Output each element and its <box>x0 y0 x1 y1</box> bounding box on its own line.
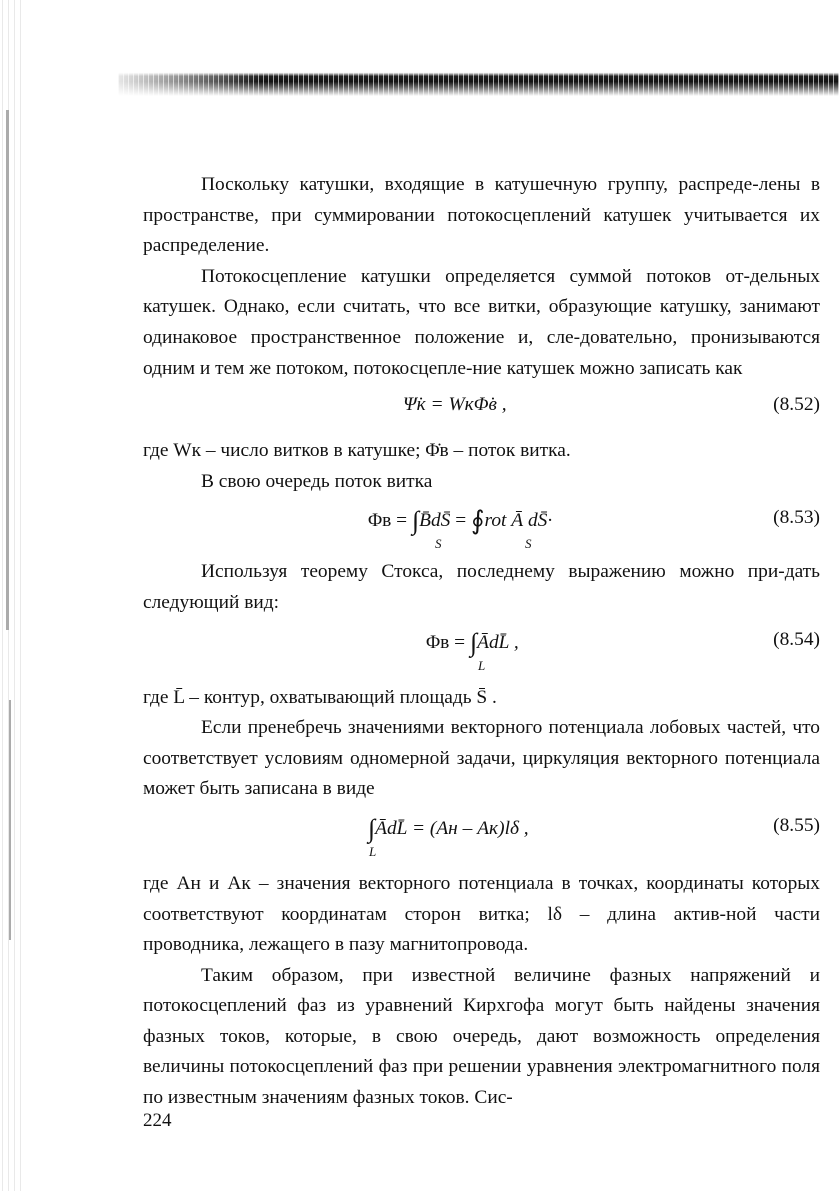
equation-8-53-term1: B̄dS̄ <box>419 510 451 532</box>
equation-8-53-equals: = <box>450 510 471 532</box>
equation-8-54-term: ĀdL̄ , <box>477 631 519 653</box>
equation-8-55-formula <box>368 811 529 845</box>
scan-top-artifact <box>118 60 839 96</box>
equation-8-53-limit-2: S <box>525 536 532 552</box>
equation-8-55-number: (8.55) <box>773 814 820 836</box>
paragraph-8: где Aн и Aк – значения векторного потенциала в точках, координаты которых соответствуют координатам сторон витка; lδ – длина актив-ной части проводника, лежащего в пазу магнитопровода. <box>143 872 820 956</box>
equation-8-52-formula: Ψ̇к = WкΦ̇в , <box>403 394 507 416</box>
equation-8-52 <box>143 390 820 434</box>
scan-edge-artifact <box>0 0 22 1191</box>
paragraph-5: Используя теорему Стокса, последнему выражению можно при-дать следующий вид: <box>143 561 820 613</box>
equation-8-54-number: (8.54) <box>773 628 820 650</box>
equation-8-54-lhs: Φв = <box>426 631 470 653</box>
paragraph-2: Потокосцепление катушки определяется суммой потоков от-дельных катушек. Однако, если считать, что все витки, образующие катушку, занимают одинаковое пространственное положение и, сле-довательно, пронизываются одним и тем же потоком, потокосцепле-ние катушек можно записать как <box>143 265 820 379</box>
equation-8-53 <box>143 503 820 555</box>
paragraph-9: Таким образом, при известной величине фазных напряжений и потокосцеплений фаз из уравнений Кирхгофа могут быть найдены значения фазных токов, которые, в свою очередь, дают возможность определения величины потокосцеплений фаз при решении уравнения электромагнитного поля по известным значениям фазных токов. Сис- <box>143 964 820 1109</box>
equation-8-52-number: (8.52) <box>773 394 820 416</box>
integral-sign: ∫ <box>411 506 420 536</box>
equation-8-54 <box>143 625 820 681</box>
paragraph-7: Если пренебречь значениями векторного потенциала лобовых частей, что соответствует условиям одномерной задачи, циркуляция векторного потенциала может быть записана в виде <box>143 717 820 800</box>
equation-8-55 <box>143 811 820 867</box>
integral-sign: ∫ <box>469 627 478 657</box>
paragraph-3: где Wк – число витков в катушке; Φ̇в – поток витка. <box>143 440 571 462</box>
page-body <box>143 170 820 1114</box>
contour-integral-sign: ∮ <box>470 506 485 536</box>
paragraph-1: Поскольку катушки, входящие в катушечную группу, распреде-лены в пространстве, при суммировании потокосцеплений катушек учитывается их распределение. <box>143 174 820 257</box>
paragraph-4: В свою очередь поток витка <box>201 470 433 492</box>
integral-sign: ∫ <box>368 813 376 843</box>
equation-8-55-limit: L <box>369 843 377 859</box>
page-number: 224 <box>143 1110 172 1131</box>
paragraph-6: где L̄ – контур, охватывающий площадь S̄ . <box>143 686 497 708</box>
equation-8-54-limit: L <box>478 657 486 673</box>
equation-8-54-formula <box>426 625 519 659</box>
equation-8-53-limit-1: S <box>435 536 442 552</box>
equation-8-53-term2: rot Ā dS̄· <box>484 510 553 532</box>
equation-8-53-number: (8.53) <box>773 507 820 529</box>
equation-8-53-lhs: Φв = <box>368 510 412 532</box>
equation-8-55-term: ĀdL̄ = (Aн – Aк)lδ , <box>375 817 529 839</box>
